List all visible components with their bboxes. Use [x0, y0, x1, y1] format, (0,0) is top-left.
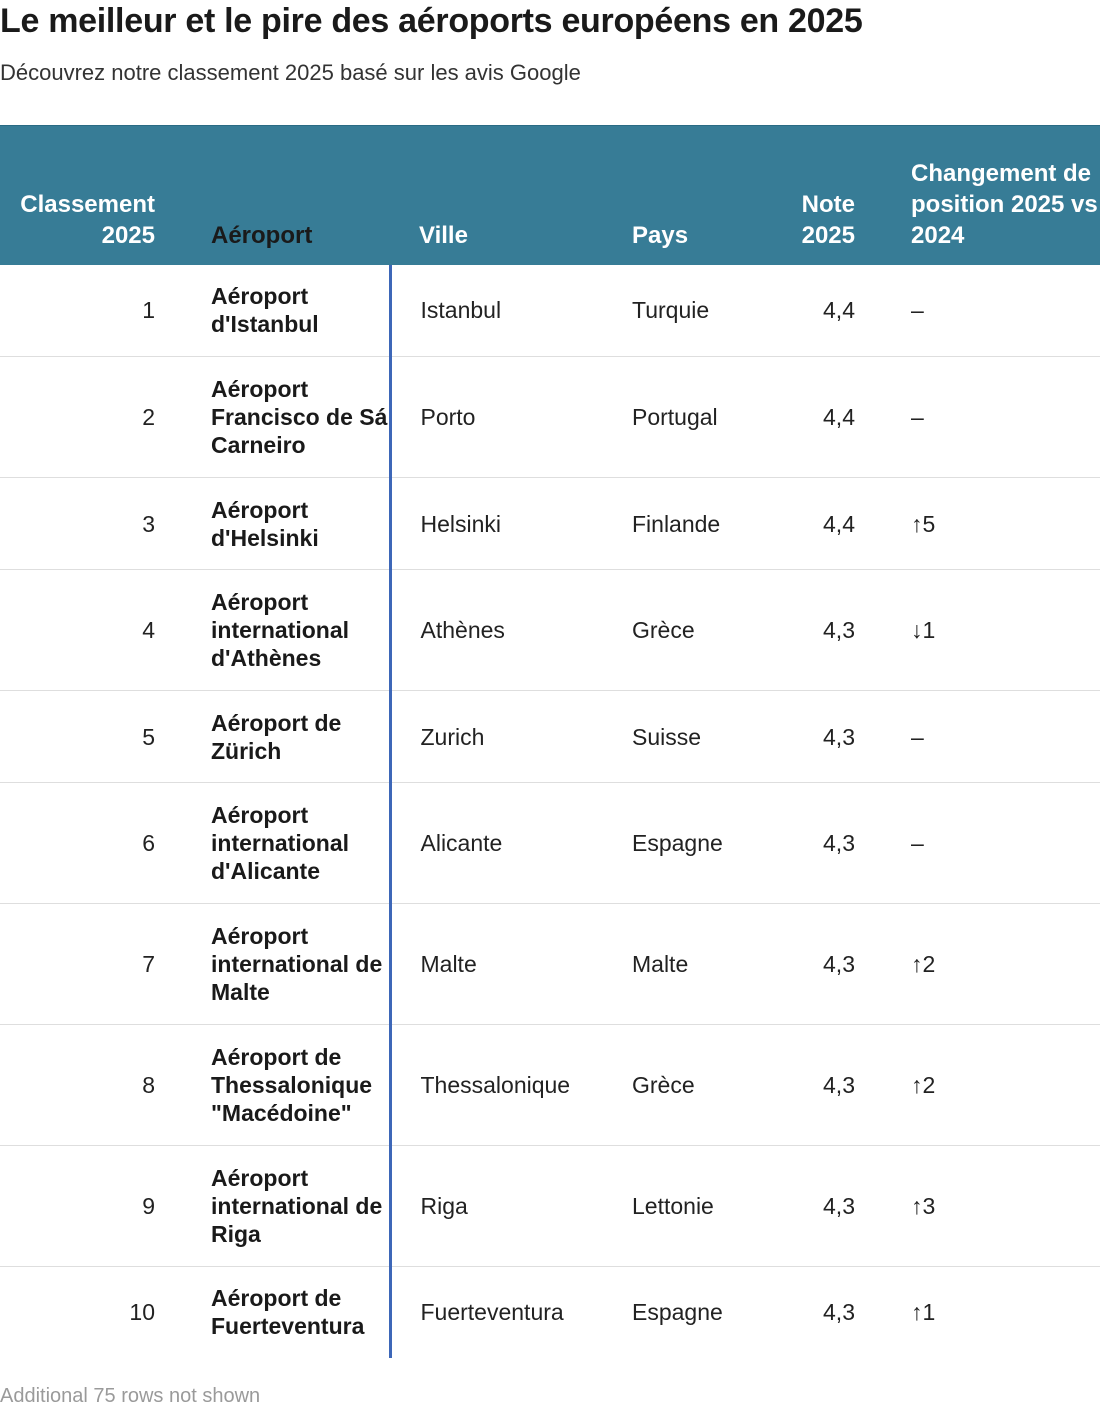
rank-cell: 8	[0, 1025, 175, 1146]
country-cell: Grèce	[605, 1025, 755, 1146]
change-cell: –	[855, 691, 1100, 783]
airport-cell: Aéroport de Thessalonique "Macédoine"	[175, 1025, 390, 1146]
rank-cell: 6	[0, 783, 175, 904]
change-cell: ↑1	[911, 1299, 936, 1326]
note-cell: 4,4	[755, 265, 855, 357]
header-rank[interactable]: Classement 2025	[0, 126, 175, 265]
note-cell: 4,3	[755, 1025, 855, 1146]
city-cell: Istanbul	[390, 265, 605, 357]
rank-cell: 2	[0, 357, 175, 478]
header-change[interactable]: Changement de position 2025 vs 2024	[855, 126, 1100, 265]
rank-cell: 5	[0, 691, 175, 783]
city-cell: Porto	[390, 357, 605, 478]
city-cell: Alicante	[390, 783, 605, 904]
table-row	[0, 357, 1100, 478]
country-cell: Espagne	[605, 783, 755, 904]
city-cell: Zurich	[390, 691, 605, 783]
airport-cell: Aéroport d'Istanbul	[175, 265, 390, 357]
page-subtitle: Découvrez notre classement 2025 basé sur les avis Google	[0, 60, 581, 85]
note-cell: 4,3	[755, 783, 855, 904]
country-cell: Portugal	[605, 357, 755, 478]
change-cell: ↑2	[855, 904, 1100, 1025]
note-cell: 4,3	[755, 904, 855, 1025]
airport-cell: Aéroport de Fuerteventura	[211, 1285, 365, 1340]
note-cell: 4,3	[755, 691, 855, 783]
airport-cell: Aéroport international de Malte	[175, 904, 390, 1025]
rank-cell: 10	[129, 1299, 155, 1326]
change-cell: –	[855, 265, 1100, 357]
country-cell: Espagne	[632, 1299, 723, 1326]
airport-cell: Aéroport international de Riga	[175, 1146, 390, 1267]
country-cell: Lettonie	[605, 1146, 755, 1267]
table-row	[0, 265, 1100, 357]
rank-cell: 1	[0, 265, 175, 357]
page-title: Le meilleur et le pire des aéroports européens en 2025	[0, 2, 863, 40]
change-cell: ↓1	[855, 570, 1100, 691]
city-cell: Riga	[390, 1146, 605, 1267]
header-note[interactable]: Note 2025	[755, 126, 855, 265]
country-cell: Suisse	[605, 691, 755, 783]
change-cell: ↑3	[855, 1146, 1100, 1267]
city-cell: Helsinki	[390, 478, 605, 570]
table-header-row	[0, 126, 1100, 265]
country-cell: Malte	[605, 904, 755, 1025]
airport-cell: Aéroport international d'Alicante	[175, 783, 390, 904]
ranking-table	[0, 125, 1100, 1358]
table-row	[0, 904, 1100, 1025]
table-row	[0, 1267, 1100, 1358]
change-cell: –	[855, 783, 1100, 904]
table-row	[0, 570, 1100, 691]
table-row	[0, 1025, 1100, 1146]
header-country[interactable]: Pays	[605, 126, 755, 265]
header-city[interactable]: Ville	[390, 126, 605, 265]
change-cell: ↑5	[855, 478, 1100, 570]
rank-cell: 9	[0, 1146, 175, 1267]
country-cell: Turquie	[605, 265, 755, 357]
header-airport[interactable]: Aéroport	[175, 126, 390, 265]
rank-cell: 4	[0, 570, 175, 691]
airport-cell: Aéroport Francisco de Sá Carneiro	[175, 357, 390, 478]
hidden-rows-note: Additional 75 rows not shown	[0, 1385, 261, 1407]
ranking-table-container	[0, 125, 1098, 1358]
rank-cell: 3	[0, 478, 175, 570]
rank-cell: 7	[0, 904, 175, 1025]
change-cell: ↑2	[855, 1025, 1100, 1146]
airport-cell: Aéroport d'Helsinki	[175, 478, 390, 570]
note-cell: 4,3	[755, 570, 855, 691]
change-cell: –	[855, 357, 1100, 478]
note-cell: 4,4	[755, 478, 855, 570]
table-row	[0, 783, 1100, 904]
table-row	[0, 1146, 1100, 1267]
country-cell: Finlande	[605, 478, 755, 570]
city-cell: Malte	[390, 904, 605, 1025]
city-cell: Fuerteventura	[390, 1267, 605, 1358]
airport-cell: Aéroport de Zürich	[175, 691, 390, 783]
note-cell: 4,3	[755, 1146, 855, 1267]
city-cell: Thessalonique	[390, 1025, 605, 1146]
airport-cell: Aéroport international d'Athènes	[175, 570, 390, 691]
table-row	[0, 691, 1100, 783]
city-cell: Athènes	[390, 570, 605, 691]
note-cell: 4,4	[755, 357, 855, 478]
country-cell: Grèce	[605, 570, 755, 691]
table-row	[0, 478, 1100, 570]
note-cell: 4,3	[823, 1299, 855, 1326]
